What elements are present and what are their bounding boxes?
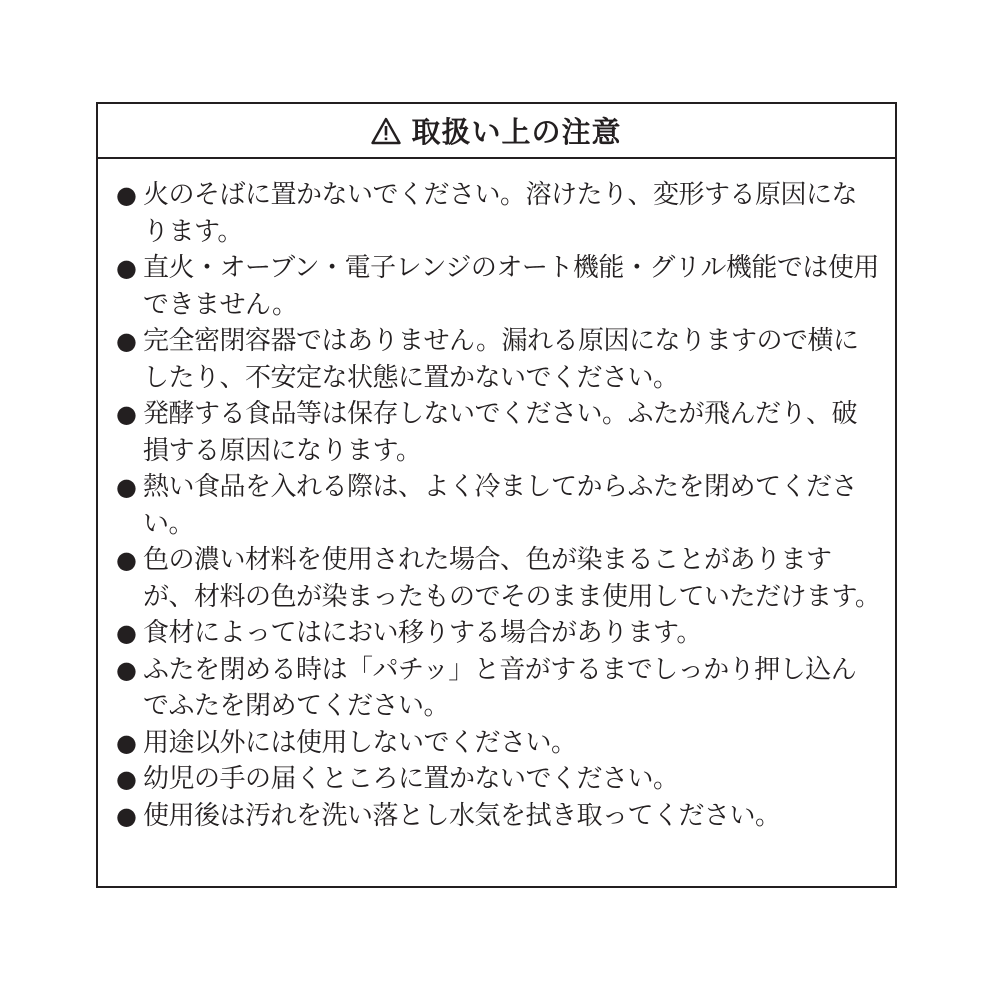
notice-item [116, 250, 885, 323]
warning-triangle-icon [371, 117, 401, 145]
notice-item [116, 652, 885, 725]
notice-item [116, 469, 885, 542]
notice-item [116, 761, 885, 798]
notice-item [116, 798, 885, 835]
notice-list [98, 159, 895, 834]
notice-item-text: 使用後は汚れを洗い落とし水気を拭き取ってください。 [143, 800, 781, 831]
bullet-icon: ● [116, 327, 137, 355]
notice-item [116, 725, 885, 762]
notice-item-text: 火のそばに置かないでください。溶けたり、変形する原因になります。 [143, 180, 858, 247]
notice-title: 取扱い上の注意 [411, 115, 622, 149]
bullet-icon: ● [116, 801, 137, 830]
notice-item-text: 直火・オーブン・電子レンジのオート機能・グリル機能では使用できません。 [143, 253, 879, 320]
notice-header [98, 104, 895, 159]
bullet-icon: ● [116, 619, 137, 647]
bullet-icon: ● [116, 400, 137, 428]
notice-item-text: 発酵する食品等は保存しないでください。ふたが飛んだり、破損する原因になります。 [143, 399, 858, 466]
bullet-icon: ● [116, 728, 137, 757]
notice-item [116, 177, 885, 250]
notice-item-text: 色の濃い材料を使用された場合、色が染まることがありますが、材料の色が染まったものでそのまま使用していただけます。 [143, 545, 881, 612]
notice-item-text: ふたを閉める時は「パチッ」と音がするまでしっかり押し込んでふたを閉めてください。 [143, 654, 857, 721]
notice-item-text: 完全密閉容器ではありません。漏れる原因になりますので横にしたり、不安定な状態に置かないでください。 [143, 326, 859, 393]
notice-item [116, 615, 885, 652]
bullet-icon: ● [116, 473, 137, 501]
notice-item-text: 食材によってはにおい移りする場合があります。 [143, 618, 702, 648]
bullet-icon: ● [116, 254, 137, 282]
bullet-icon: ● [116, 181, 137, 209]
notice-item-text: 用途以外には使用しないでください。 [143, 727, 577, 758]
notice-item [116, 396, 885, 469]
notice-item-text: 幼児の手の届くところに置かないでください。 [143, 764, 679, 794]
notice-item-text: 熱い食品を入れる際は、よく冷ましてからふたを閉めてください。 [143, 472, 858, 539]
notice-item [116, 323, 885, 396]
bullet-icon: ● [116, 655, 137, 684]
notice-item [116, 542, 885, 615]
bullet-icon: ● [116, 765, 137, 793]
bullet-icon: ● [116, 546, 137, 574]
notice-box [96, 102, 897, 888]
